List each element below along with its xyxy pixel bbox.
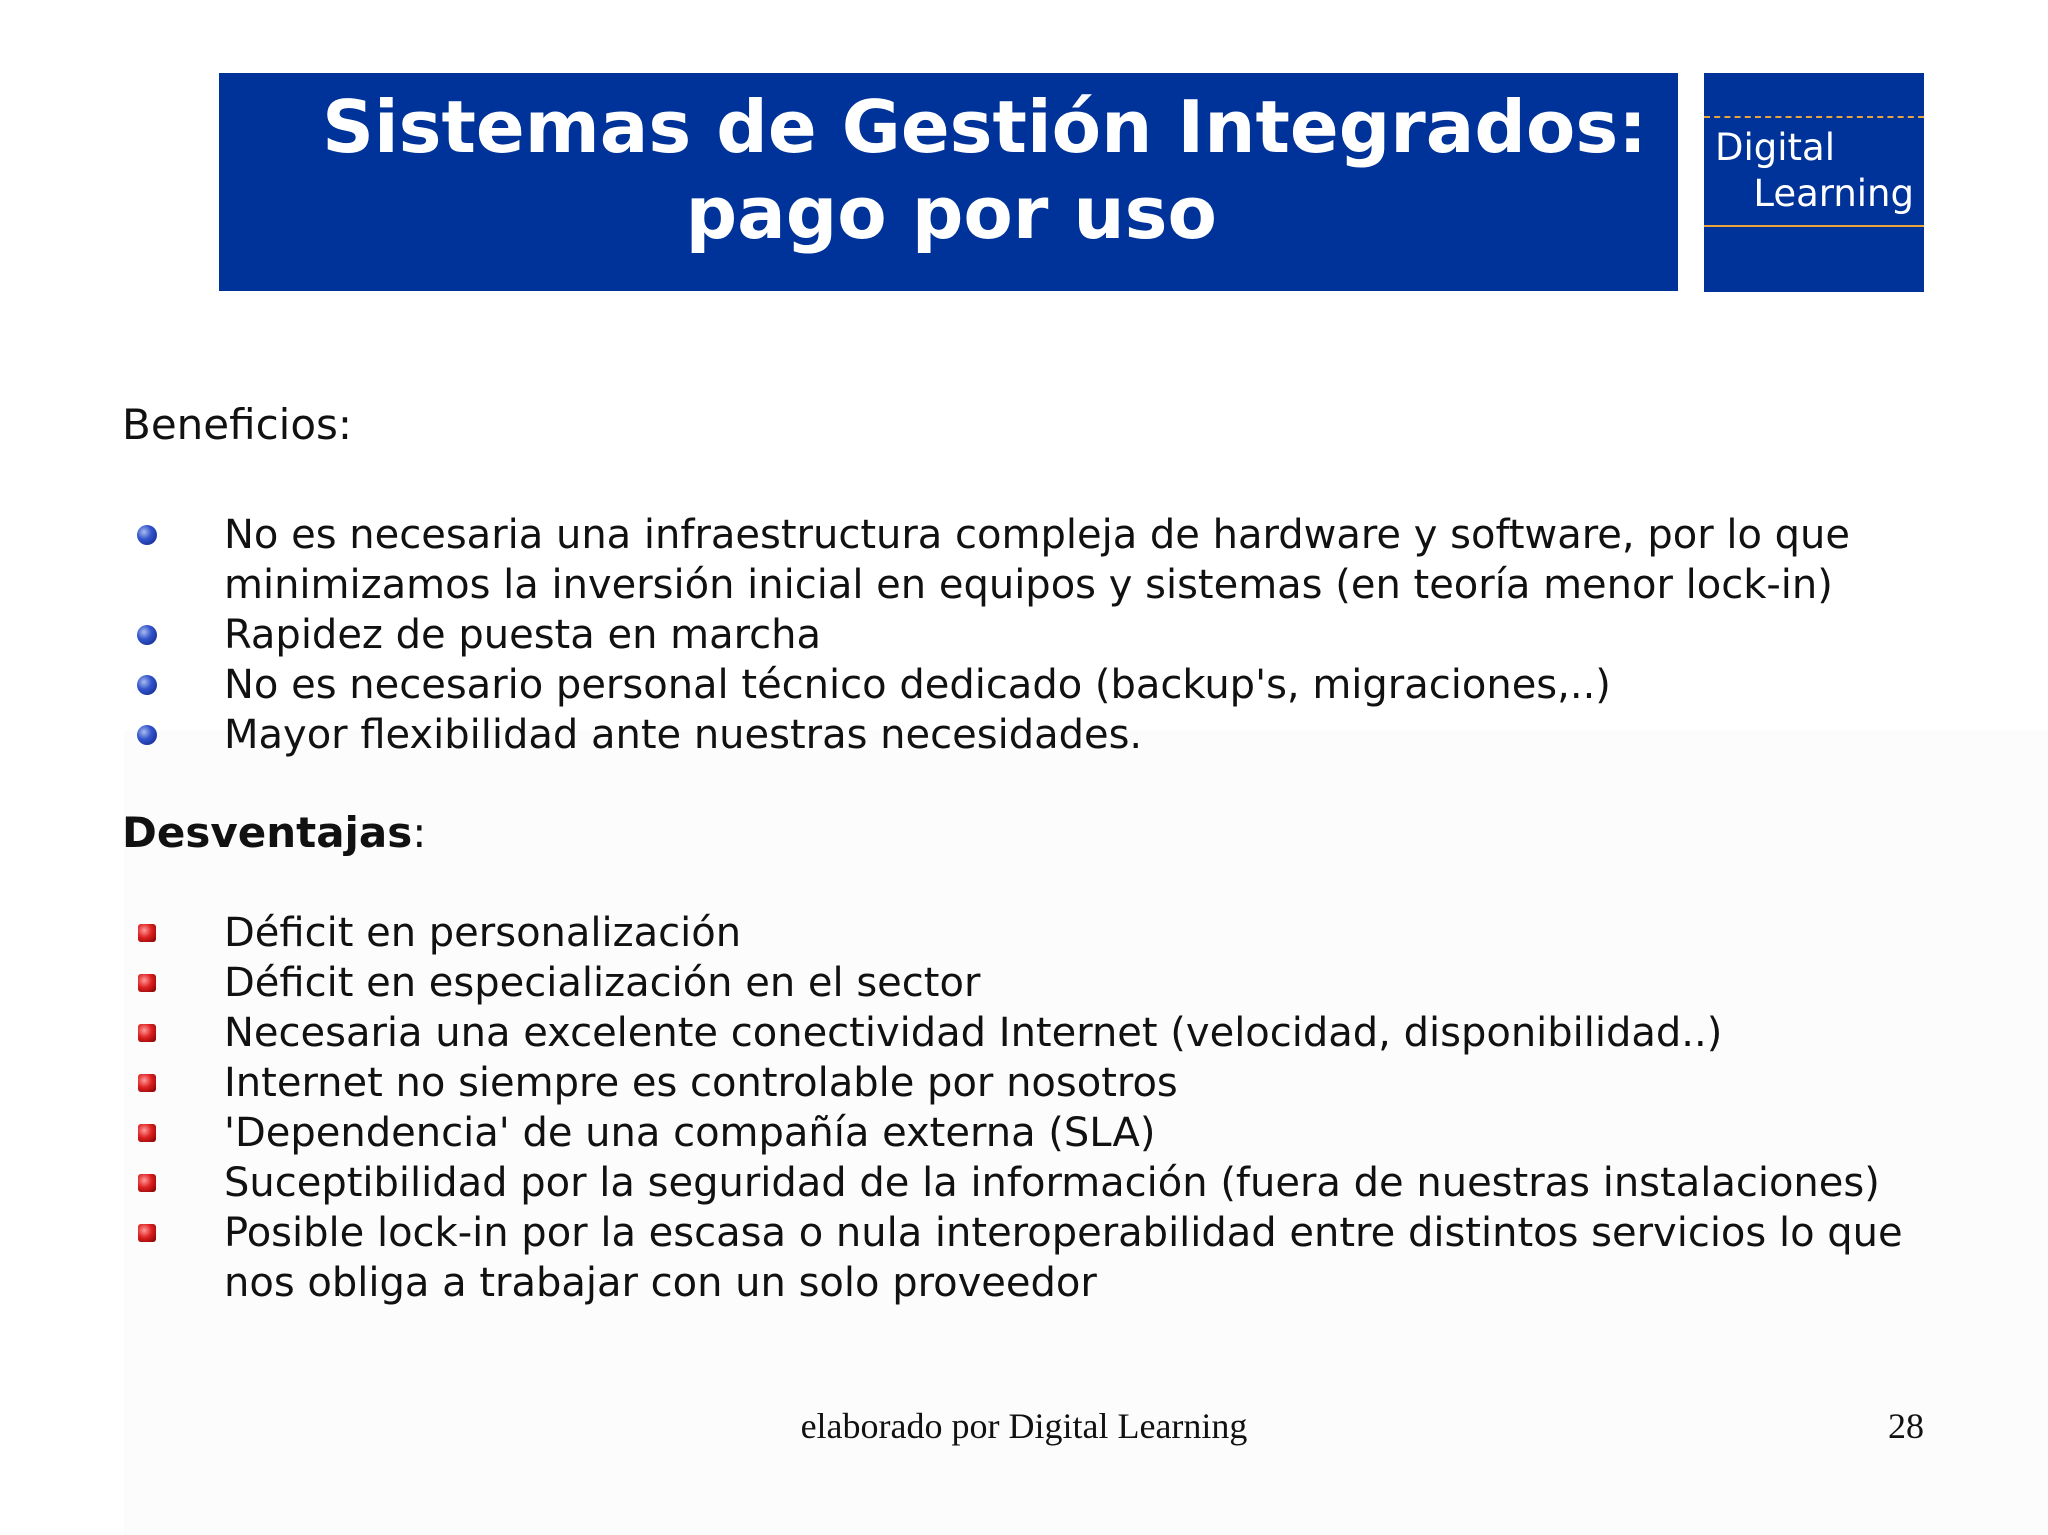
red-bullet-icon <box>138 1024 156 1042</box>
red-bullet-icon <box>138 924 156 942</box>
red-bullet-icon <box>138 974 156 992</box>
disadvantage-item-5: 'Dependencia' de una compañía externa (SLA) <box>224 1110 1156 1156</box>
benefit-item-1-continued: minimizamos la inversión inicial en equipos y sistemas (en teoría menor lock-in) <box>224 562 1833 608</box>
benefit-item-2: Rapidez de puesta en marcha <box>224 612 822 658</box>
benefits-heading: Beneficios: <box>122 400 353 449</box>
disadvantages-heading <box>122 808 426 858</box>
red-bullet-icon <box>138 1224 156 1242</box>
logo-word-learning: Learning <box>1753 172 1914 215</box>
disadvantage-item-1: Déficit en personalización <box>224 910 742 956</box>
disadvantage-item-2: Déficit en especialización en el sector <box>224 960 981 1006</box>
blue-bullet-icon <box>137 675 157 695</box>
red-bullet-icon <box>138 1074 156 1092</box>
benefit-item-1: No es necesaria una infraestructura compleja de hardware y software, por lo que <box>224 512 1851 558</box>
benefit-item-3: No es necesario personal técnico dedicado (backup's, migraciones,..) <box>224 662 1611 708</box>
disadvantage-item-7: Posible lock-in por la escasa o nula interoperabilidad entre distintos servicios lo que <box>224 1210 1903 1256</box>
red-bullet-icon <box>138 1124 156 1142</box>
slide-title <box>219 84 1678 256</box>
disadvantages-heading-label: Desventajas <box>122 808 413 857</box>
blue-bullet-icon <box>137 525 157 545</box>
logo-dashed-rule <box>1704 116 1924 118</box>
logo-solid-rule <box>1704 225 1924 227</box>
slide-title-line-1: Sistemas de Gestión Integrados: <box>322 85 1647 169</box>
blue-bullet-icon <box>137 725 157 745</box>
logo-word-digital: Digital <box>1715 126 1835 169</box>
disadvantage-item-6: Suceptibilidad por la seguridad de la información (fuera de nuestras instalaciones) <box>224 1160 1880 1206</box>
footer-credit: elaborado por Digital Learning <box>800 1406 1248 1446</box>
slide-title-line-2: pago por uso <box>685 171 1217 255</box>
disadvantage-item-7-continued: nos obliga a trabajar con un solo proveedor <box>224 1260 1097 1306</box>
disadvantage-item-4: Internet no siempre es controlable por nosotros <box>224 1060 1178 1106</box>
disadvantage-item-3: Necesaria una excelente conectividad Internet (velocidad, disponibilidad..) <box>224 1010 1723 1056</box>
benefit-item-4: Mayor flexibilidad ante nuestras necesidades. <box>224 712 1143 758</box>
page-number: 28 <box>1888 1406 1924 1446</box>
disadvantages-heading-colon: : <box>412 808 427 857</box>
red-bullet-icon <box>138 1174 156 1192</box>
blue-bullet-icon <box>137 625 157 645</box>
digital-learning-logo <box>1704 73 1924 292</box>
